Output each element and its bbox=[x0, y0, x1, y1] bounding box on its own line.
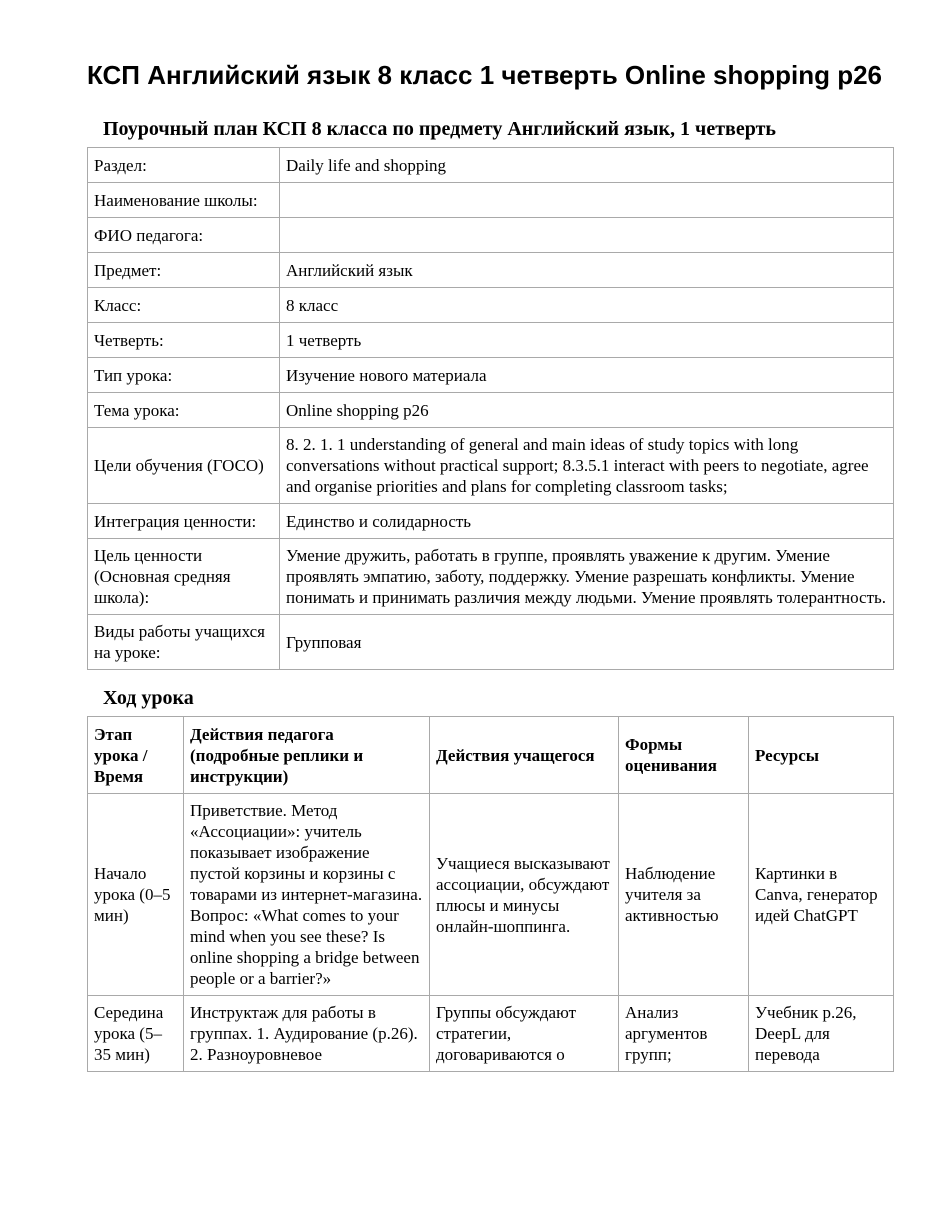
row-value bbox=[280, 218, 894, 253]
row-value: Изучение нового материала bbox=[280, 358, 894, 393]
row-value: Английский язык bbox=[280, 253, 894, 288]
row-value: 1 четверть bbox=[280, 323, 894, 358]
row-label: Виды работы учащихся на уроке: bbox=[88, 615, 280, 670]
row-label: Тип урока: bbox=[88, 358, 280, 393]
row-value: Online shopping p26 bbox=[280, 393, 894, 428]
teacher-actions-cell: Приветствие. Метод «Ассоциации»: учитель показывает изображение пустой корзины и корзины с товарами из интернет-магазина. Вопрос: «What comes to your mind when you see these? Is online shopping a bridge between people or a barrier?» bbox=[184, 794, 430, 996]
stage-cell: Начало урока (0–5 мин) bbox=[88, 794, 184, 996]
row-value: Умение дружить, работать в группе, проявлять уважение к другим. Умение проявлять эмпатию, заботу, поддержку. Умение разрешать конфликты. Умение понимать и принимать различия между людьми. Умение проявлять толерантность. bbox=[280, 539, 894, 615]
plan-heading: Поурочный план КСП 8 класса по предмету Английский язык, 1 четверть bbox=[103, 118, 776, 140]
table-row bbox=[88, 253, 894, 288]
column-header: Этап урока / Время bbox=[88, 717, 184, 794]
row-label: Наименование школы: bbox=[88, 183, 280, 218]
assessment-cell: Наблюдение учителя за активностью bbox=[619, 794, 749, 996]
table-row bbox=[88, 183, 894, 218]
column-header: Формы оценивания bbox=[619, 717, 749, 794]
stage-cell: Середина урока (5–35 мин) bbox=[88, 996, 184, 1072]
row-value: Единство и солидарность bbox=[280, 504, 894, 539]
lesson-heading: Ход урока bbox=[103, 687, 194, 709]
table-header-row bbox=[88, 717, 894, 794]
table-row bbox=[88, 504, 894, 539]
row-label: Цели обучения (ГОСО) bbox=[88, 428, 280, 504]
row-label: Четверть: bbox=[88, 323, 280, 358]
column-header: Действия педагога (подробные реплики и инструкции) bbox=[184, 717, 430, 794]
row-value: 8. 2. 1. 1 understanding of general and main ideas of study topics with long conversations without practical support; 8.3.5.1 interact with peers to negotiate, agree and organise priorities and plans for completing classroom tasks; bbox=[280, 428, 894, 504]
table-row bbox=[88, 148, 894, 183]
table-row bbox=[88, 218, 894, 253]
row-value: Групповая bbox=[280, 615, 894, 670]
table-row bbox=[88, 323, 894, 358]
table-row bbox=[88, 358, 894, 393]
resources-cell: Картинки в Canva, генератор идей ChatGPT bbox=[749, 794, 894, 996]
table-row bbox=[88, 794, 894, 996]
student-actions-cell: Учащиеся высказывают ассоциации, обсуждают плюсы и минусы онлайн-шоппинга. bbox=[430, 794, 619, 996]
student-actions-cell: Группы обсуждают стратегии, договариваются о bbox=[430, 996, 619, 1072]
row-label: Тема урока: bbox=[88, 393, 280, 428]
table-row bbox=[88, 393, 894, 428]
resources-cell: Учебник p.26, DeepL для перевода bbox=[749, 996, 894, 1072]
document-page bbox=[87, 0, 893, 1072]
row-label: Предмет: bbox=[88, 253, 280, 288]
table-row bbox=[88, 539, 894, 615]
row-value: Daily life and shopping bbox=[280, 148, 894, 183]
assessment-cell: Анализ аргументов групп; bbox=[619, 996, 749, 1072]
table-row bbox=[88, 996, 894, 1072]
row-label: Цель ценности (Основная средняя школа): bbox=[88, 539, 280, 615]
row-label: Класс: bbox=[88, 288, 280, 323]
table-row bbox=[88, 288, 894, 323]
document-title: КСП Английский язык 8 класс 1 четверть Online shopping p26 bbox=[87, 60, 883, 90]
lesson-info-table bbox=[87, 147, 894, 670]
column-header: Действия учащегося bbox=[430, 717, 619, 794]
column-header: Ресурсы bbox=[749, 717, 894, 794]
row-label: ФИО педагога: bbox=[88, 218, 280, 253]
row-value bbox=[280, 183, 894, 218]
lesson-flow-table bbox=[87, 716, 894, 1072]
row-value: 8 класс bbox=[280, 288, 894, 323]
teacher-actions-cell: Инструктаж для работы в группах. 1. Аудирование (p.26). 2. Разноуровневое bbox=[184, 996, 430, 1072]
row-label: Раздел: bbox=[88, 148, 280, 183]
table-row bbox=[88, 615, 894, 670]
table-row bbox=[88, 428, 894, 504]
row-label: Интеграция ценности: bbox=[88, 504, 280, 539]
